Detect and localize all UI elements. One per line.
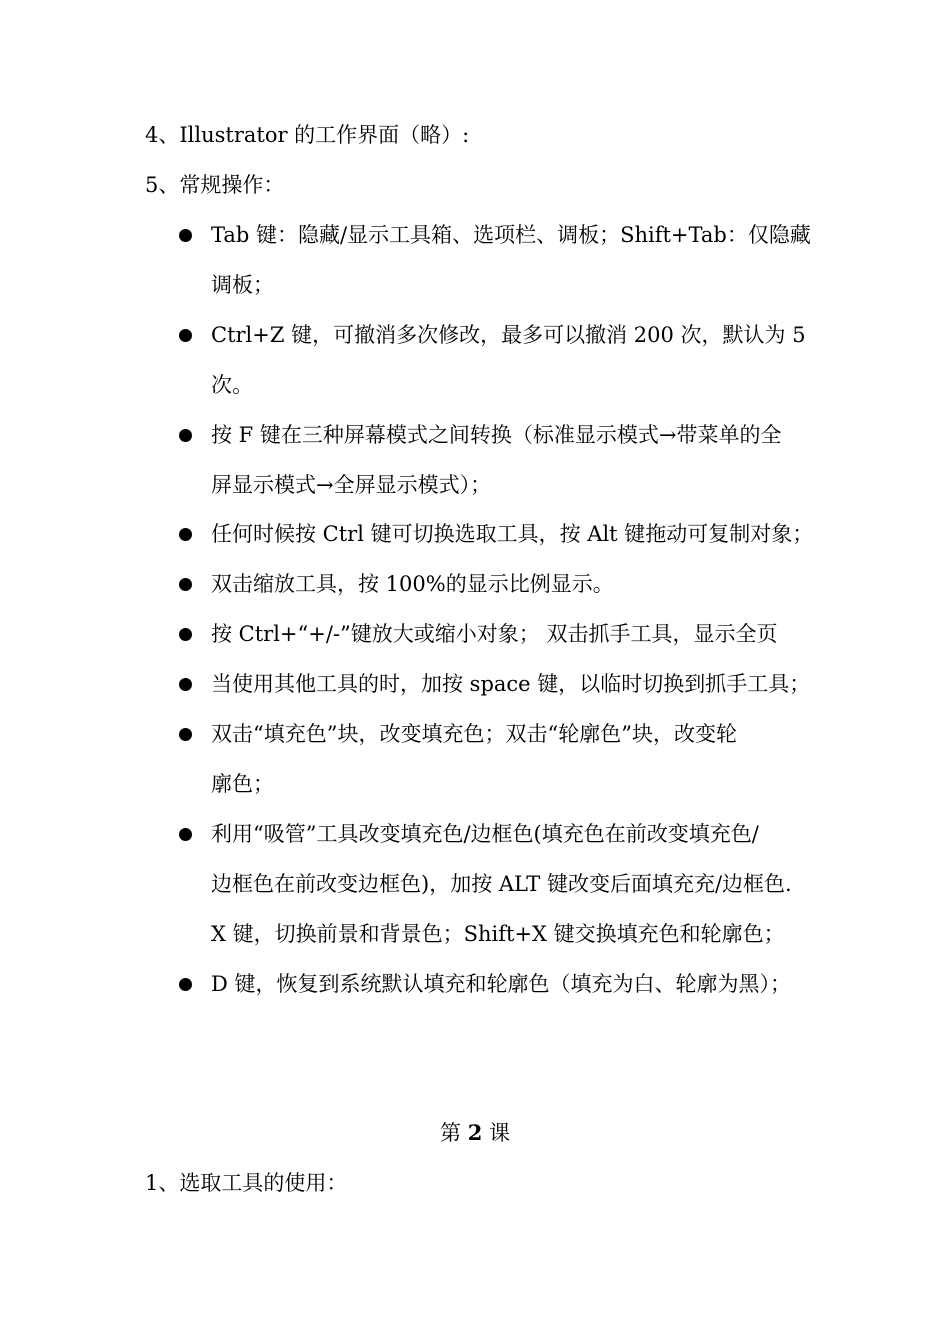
bullet-line: 任何时候按 Ctrl 键可切换选取工具，按 Alt 键拖动可复制对象； bbox=[211, 522, 814, 546]
bullet-line: 屏显示模式→全屏显示模式）； bbox=[211, 473, 492, 497]
lesson-suffix: 课 bbox=[482, 1121, 510, 1145]
bullet-icon bbox=[179, 229, 192, 242]
bullet-line: 双击缩放工具，按 100%的显示比例显示。 bbox=[211, 572, 614, 596]
bullet-line: X 键，切换前景和背景色；Shift+X 键交换填充色和轮廓色； bbox=[211, 922, 785, 946]
lesson-number: 2 bbox=[467, 1120, 483, 1145]
section-1-heading: 1、选取工具的使用： bbox=[145, 1171, 348, 1195]
bullet-line: Ctrl+Z 键，可撤消多次修改，最多可以撤消 200 次，默认为 5 bbox=[211, 323, 806, 347]
bullet-line: 调板； bbox=[211, 273, 274, 297]
bullet-line: 双击“填充色”块，改变填充色；双击“轮廓色”块，改变轮 bbox=[211, 722, 737, 746]
bullet-icon bbox=[179, 978, 192, 991]
bullet-line: 边框色在前改变边框色)，加按 ALT 键改变后面填充充/边框色. bbox=[211, 872, 792, 896]
bullet-line: 当使用其他工具的时，加按 space 键，以临时切换到抓手工具； bbox=[211, 672, 811, 696]
bullet-icon bbox=[179, 578, 192, 591]
lesson-title bbox=[0, 1120, 950, 1146]
bullet-line: 廓色； bbox=[211, 772, 274, 796]
bullet-line: D 键，恢复到系统默认填充和轮廓色（填充为白、轮廓为黑）； bbox=[211, 972, 792, 996]
bullet-line: 次。 bbox=[211, 373, 253, 397]
bullet-line: 按 Ctrl+“+/-”键放大或缩小对象； 双击抓手工具，显示全页 bbox=[211, 622, 778, 646]
heading-5: 5、常规操作： bbox=[145, 173, 285, 197]
lesson-prefix: 第 bbox=[440, 1121, 468, 1145]
bullet-line: 利用“吸管”工具改变填充色/边框色(填充色在前改变填充色/ bbox=[211, 822, 759, 846]
bullet-icon bbox=[179, 828, 192, 841]
bullet-icon bbox=[179, 678, 192, 691]
bullet-icon bbox=[179, 728, 192, 741]
bullet-icon bbox=[179, 329, 192, 342]
bullet-icon bbox=[179, 429, 192, 442]
bullet-line: Tab 键：隐藏/显示工具箱、选项栏、调板；Shift+Tab：仅隐藏 bbox=[211, 223, 811, 247]
bullet-line: 按 F 键在三种屏幕模式之间转换（标准显示模式→带菜单的全 bbox=[211, 423, 782, 447]
heading-4: 4、Illustrator 的工作界面（略）: bbox=[145, 123, 470, 147]
bullet-icon bbox=[179, 528, 192, 541]
bullet-icon bbox=[179, 628, 192, 641]
